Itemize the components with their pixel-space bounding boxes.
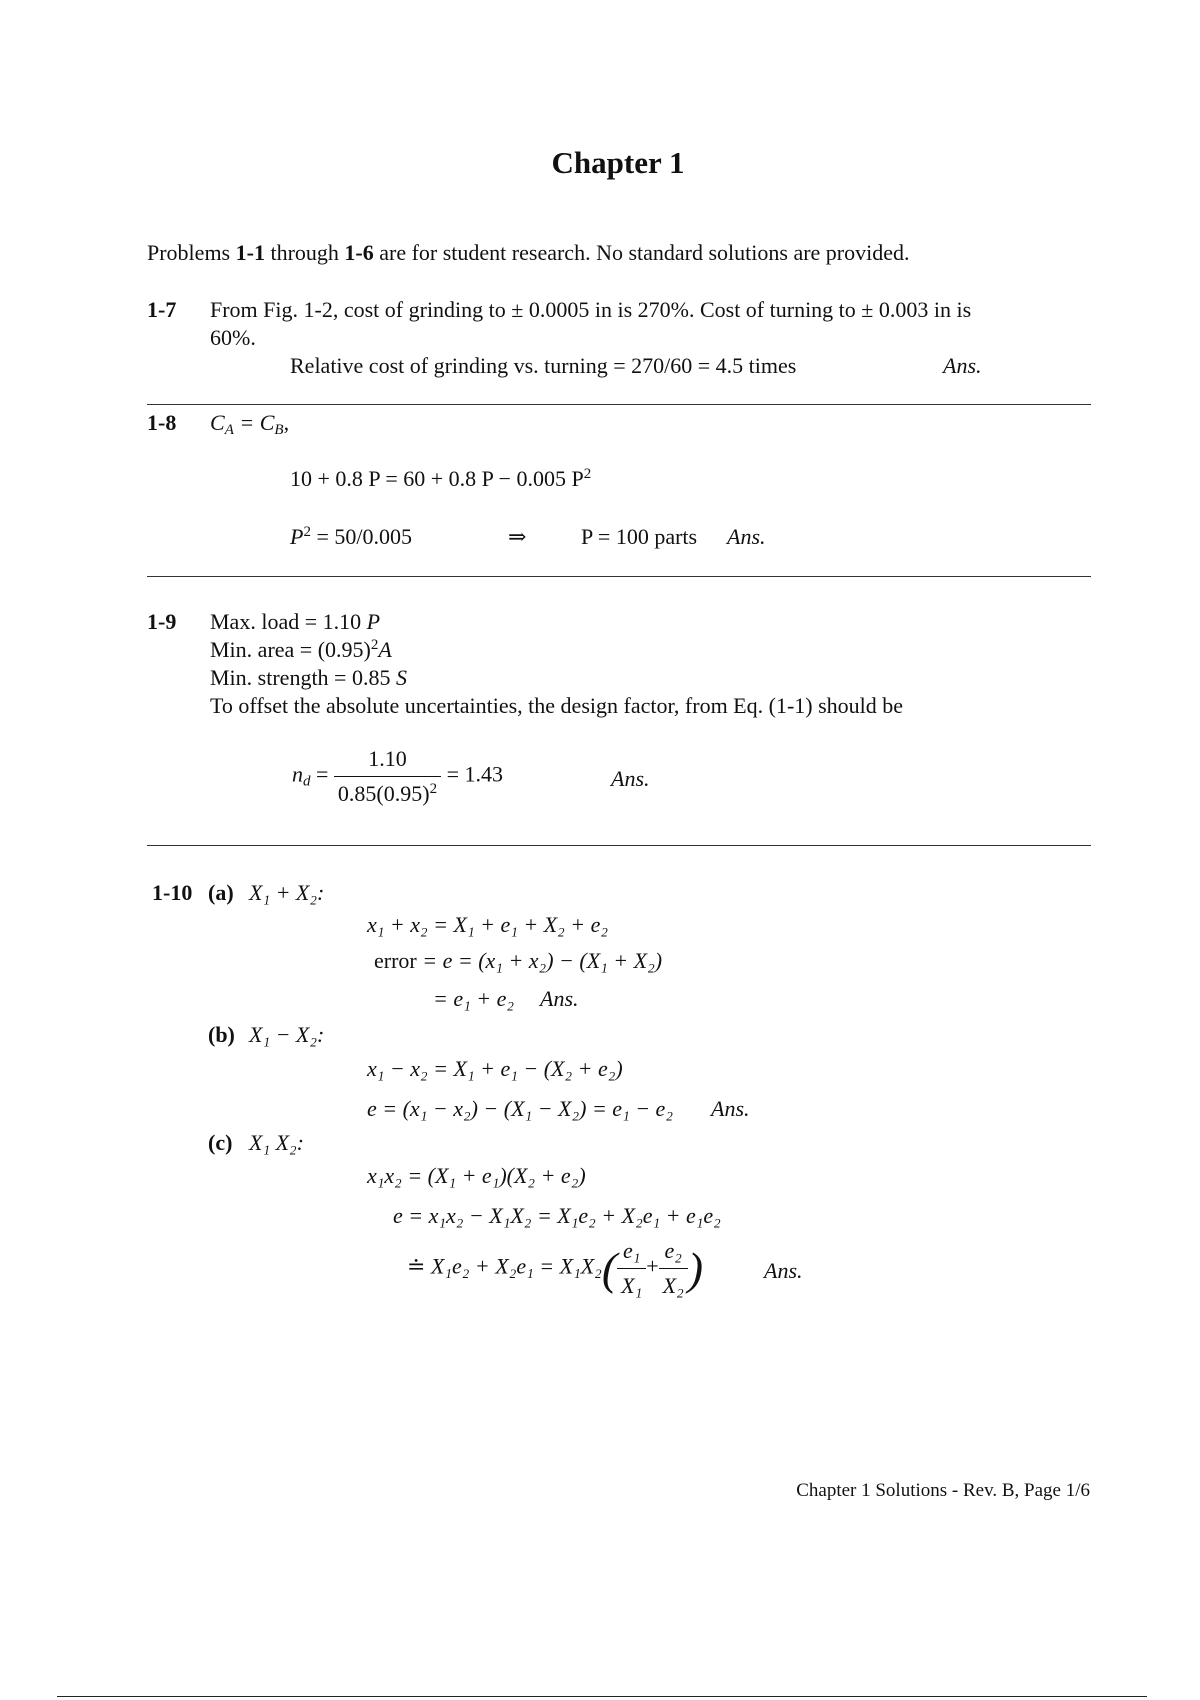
- equation-term: = 50/0.005: [310, 524, 412, 549]
- part-heading: X₁ − X₂:: [249, 1022, 325, 1047]
- equation: e = (x₁ − x₂) − (X₁ − X₂) = e₁ − e₂: [367, 1096, 673, 1121]
- intro-problem-end: 1-6: [344, 240, 374, 265]
- answer-label: Ans.: [943, 353, 982, 378]
- problem-number: 1-7: [147, 297, 177, 322]
- equation-subscript: d: [303, 773, 311, 790]
- part-label: (b): [208, 1022, 235, 1047]
- intro-text: through: [264, 240, 345, 265]
- fraction-numerator: e₁: [617, 1238, 646, 1269]
- problem-text: [210, 609, 380, 635]
- equation-term: =: [310, 761, 334, 787]
- fraction-denominator: X₁: [621, 1273, 643, 1298]
- equation-superscript: 2: [303, 524, 311, 540]
- equation-term: ,: [283, 410, 290, 435]
- answer-label: Ans.: [611, 766, 650, 791]
- equation-subscript: B: [274, 422, 284, 438]
- relative-cost-line: Relative cost of grinding vs. turning = 270/60 = 4.5 times: [290, 353, 797, 378]
- problem-number: 1-9: [147, 609, 177, 634]
- variable: S: [395, 665, 407, 690]
- text-segment: Min. strength = 0.85: [210, 665, 396, 690]
- equation: [290, 524, 412, 550]
- problem-number: 1-8: [147, 410, 177, 435]
- bottom-divider: [57, 1696, 1147, 1697]
- equation-term: 0.85(0.95): [337, 781, 430, 806]
- answer-label: Ans.: [711, 1096, 750, 1121]
- answer-label: Ans.: [764, 1258, 803, 1283]
- intro-text: Problems: [147, 240, 236, 265]
- equation: = e₁ + e₂: [433, 986, 515, 1011]
- equation-result: P = 100 parts: [581, 524, 698, 549]
- intro-paragraph: [147, 240, 910, 266]
- fraction-numerator: e₂: [659, 1238, 688, 1269]
- equation-word: error: [374, 948, 417, 973]
- divider: [147, 845, 1091, 846]
- divider: [147, 404, 1091, 405]
- answer-label: Ans.: [540, 986, 579, 1011]
- problem-text: [210, 637, 392, 663]
- equation: e = x₁x₂ − X₁X₂ = X₁e₂ + X₂e₁ + e₁e₂: [393, 1203, 721, 1228]
- fraction: [334, 746, 441, 807]
- page-title: Chapter 1: [551, 145, 685, 180]
- equation: x₁ − x₂ = X₁ + e₁ − (X₂ + e₂): [367, 1056, 623, 1081]
- equation-term: C: [210, 410, 225, 435]
- text-segment: Min. area = (0.95): [210, 637, 371, 662]
- equation-superscript: 2: [583, 466, 592, 482]
- divider: [147, 576, 1091, 577]
- design-factor-equation: [292, 746, 503, 807]
- equation: [374, 948, 662, 974]
- equation-term: ≐ X₁e₂ + X₂e₁ = X₁X₂: [407, 1253, 602, 1279]
- intro-problem-start: 1-1: [235, 240, 265, 265]
- fraction-numerator: 1.10: [334, 746, 441, 777]
- problem-text: To offset the absolute uncertainties, the design factor, from Eq. (1-1) should be: [210, 693, 904, 718]
- fraction: [659, 1238, 688, 1299]
- page-footer: Chapter 1 Solutions - Rev. B, Page 1/6: [796, 1480, 1090, 1501]
- part-label: (c): [208, 1130, 233, 1155]
- equation: [210, 410, 289, 439]
- equation-superscript: 2: [429, 781, 438, 797]
- part-label: (a): [208, 880, 234, 905]
- intro-text: are for student research. No standard solutions are provided.: [373, 240, 910, 265]
- problem-text: 60%.: [210, 325, 256, 350]
- equation-subscript: A: [224, 422, 234, 438]
- part-heading: X₁ + X₂:: [249, 880, 325, 905]
- variable: A: [378, 637, 392, 662]
- fraction-denominator: [334, 777, 441, 807]
- equation-term: n: [292, 761, 303, 787]
- part-heading: X₁ X₂:: [249, 1130, 304, 1155]
- variable: P: [366, 609, 381, 634]
- superscript: 2: [370, 637, 379, 653]
- fraction: [617, 1238, 646, 1299]
- equation: [290, 466, 591, 492]
- equation-term: P: [290, 524, 304, 549]
- equation-result: = 1.43: [441, 761, 503, 787]
- left-paren: (: [601, 1243, 618, 1294]
- equation-term: = e = (x₁ + x₂) − (X₁ + X₂): [416, 948, 663, 973]
- problem-text: [210, 665, 407, 691]
- problem-number: 1-10: [152, 880, 193, 905]
- fraction-denominator: X₂: [662, 1273, 684, 1298]
- plus-sign: +: [646, 1253, 659, 1279]
- implies-symbol: ⇒: [508, 524, 527, 549]
- problem-text: From Fig. 1-2, cost of grinding to ± 0.0005 in is 270%. Cost of turning to ± 0.003 in is: [210, 297, 972, 322]
- equation: x₁x₂ = (X₁ + e₁)(X₂ + e₂): [367, 1163, 586, 1188]
- equation: x₁ + x₂ = X₁ + e₁ + X₂ + e₂: [367, 912, 609, 937]
- answer-label: Ans.: [727, 524, 766, 549]
- equation-term: 10 + 0.8 P = 60 + 0.8 P − 0.005 P: [290, 466, 584, 491]
- right-paren: ): [687, 1243, 704, 1294]
- equation-term: = C: [233, 410, 275, 435]
- text-segment: Max. load = 1.10: [210, 609, 367, 634]
- equation: [407, 1238, 703, 1299]
